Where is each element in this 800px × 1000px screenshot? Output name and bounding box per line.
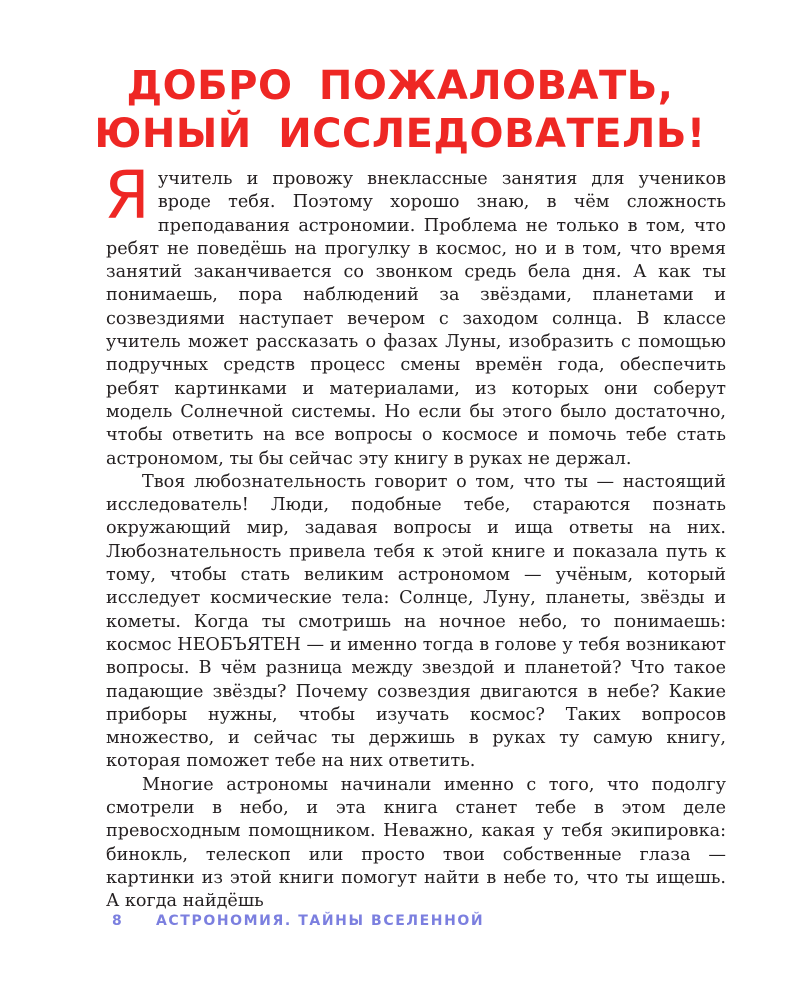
- drop-cap: Я: [104, 157, 150, 234]
- title-line-1: ДОБРО ПОЖАЛОВАТЬ,: [126, 63, 674, 109]
- title-line-2: ЮНЫЙ ИССЛЕДОВАТЕЛЬ!: [94, 111, 706, 157]
- paragraph-1-text: учитель и провожу внеклассные занятия для учеников вроде тебя. Поэтому хорошо знаю, в чём сложность преподавания астрономии. Проблема не только в том, что ребят не поведёшь на прогулку в космос, но и в том, что время занятий заканчивается со звонком средь бела дня. А как ты понимаешь, пора наблюдений за звёздами, планетами и созвездиями наступает вечером с заходом солнца. В классе учитель может рассказать о фазах Луны, изобразить с помощью подручных средств процесс смены времён года, обеспечить ребят картинками и материалами, из которых они соберут модель Солнечной системы. Но если бы этого было достаточно, чтобы ответить на все вопросы о космосе и помочь тебе стать астрономом, ты бы сейчас эту книгу в руках не держал.: [106, 169, 726, 469]
- page-number: 8: [112, 913, 122, 929]
- paragraph-2: Твоя любознательность говорит о том, что ты — настоящий исследователь! Люди, подобные тебе, стараются познать окружающий мир, задавая вопросы и ища ответы на них. Любознательность привела тебя к этой книге и показала путь к тому, чтобы стать великим астрономом — учёным, который исследует космические тела: Солнце, Луну, планеты, звёзды и кометы. Когда ты смотришь на ночное небо, то понимаешь: космос НЕОБЪЯТЕН — и именно тогда в голове у тебя возникают вопросы. В чём разница между звездой и планетой? Что такое падающие звёзды? Почему созвездия двигаются в небе? Какие приборы нужны, чтобы изучать космос? Таких вопросов множество, и сейчас ты держишь в руках ту самую книгу, которая поможет тебе на них ответить.: [106, 471, 726, 772]
- running-title: АСТРОНОМИЯ. ТАЙНЫ ВСЕЛЕННОЙ: [156, 913, 485, 929]
- paragraph-3: Многие астрономы начинали именно с того, что подолгу смотрели в небо, и эта книга станет тебе в этом деле превосходным помощником. Неважно, какая у тебя экипировка: бинокль, телескоп или просто твои собственные глаза — картинки из этой книги помогут найти в небе то, что ты ищешь. А когда найдёшь: [106, 774, 726, 912]
- page-title: [60, 62, 740, 158]
- page-footer: [112, 913, 484, 929]
- paragraph-1: [104, 157, 726, 471]
- body-text: [104, 157, 726, 914]
